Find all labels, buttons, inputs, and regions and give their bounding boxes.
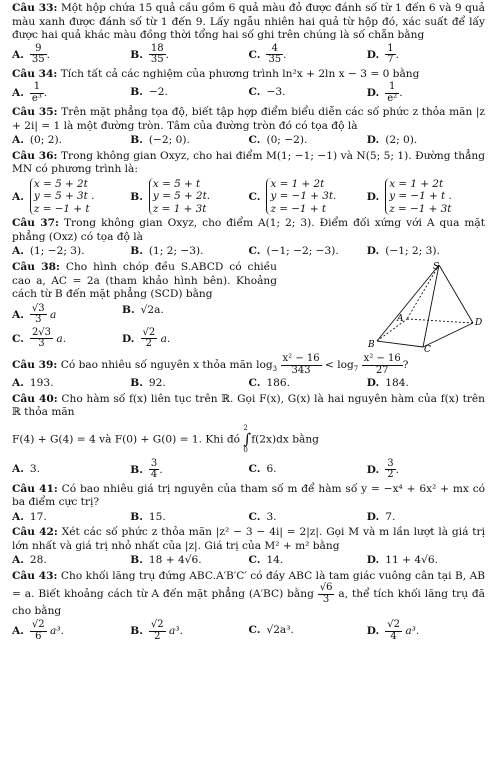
question-35 — [12, 106, 485, 148]
option-b[interactable]: B. 15. — [130, 510, 166, 523]
option-d[interactable]: D. x = 1 + 2t y = −1 + t . z = −1 + 3t — [366, 177, 452, 215]
option-d[interactable]: D. (−1; 2; 3). — [366, 245, 440, 258]
option-a[interactable]: A. $\frac{9}{35}$ . — [12, 42, 51, 66]
option-b[interactable]: B. $\frac{3}{4}$ . — [130, 457, 163, 481]
question-text: Cho hình chóp đều S.ABCD có chiều cao a, AC = 2a (tham khảo hình bên). Khoảng cách từ B đến mặt phẳng (SCD) bằng — [12, 261, 277, 301]
question-text: Một hộp chứa 15 quả cầu gồm 6 quả màu đỏ được đánh số từ 1 đến 6 và 9 quả màu xanh được đánh số từ 1 đến 9. Lấy ngẫu nhiên hai quả từ hộp đó, xác suất để lấy được hai quả khác màu đồng thời tổng hai số ghi trên chúng là số chẵn bằng — [12, 2, 485, 42]
option-a[interactable]: A. $\frac{√3}{3}$ a — [12, 302, 57, 326]
option-d[interactable]: D. $\frac{1}{7}$ . — [366, 42, 399, 66]
question-text: Tích tất cả các nghiệm của phương trình ln²x + 2ln x − 3 = 0 bằng — [60, 67, 420, 80]
question-text: Xét các số phức z thỏa mãn |z² − 3 − 4i| = 2|z|. Gọi M và m lần lượt là giá trị lớn nhất và giá trị nhỏ nhất của |z|. Giá trị của M² + m² bằng — [12, 526, 485, 552]
option-b[interactable]: B. $\frac{√2}{2}$ a³. — [130, 619, 183, 642]
option-d[interactable]: D. $\frac{3}{2}$ . — [366, 457, 399, 481]
option-a[interactable]: A. 3. — [12, 462, 41, 475]
pyramid-figure — [367, 261, 485, 353]
option-c[interactable]: C. 6. — [248, 462, 277, 475]
option-d[interactable]: D. 7. — [366, 510, 396, 523]
option-b[interactable]: B. (−2; 0). — [130, 134, 190, 147]
question-number: Câu 36: — [12, 149, 58, 162]
option-c[interactable]: C. −3. — [248, 86, 286, 99]
option-a[interactable]: A. 193. — [12, 377, 54, 390]
option-d[interactable]: D. 11 + 4√6. — [366, 554, 438, 567]
option-d[interactable]: D. (2; 0). — [366, 134, 418, 147]
question-43: Câu 43: Cho khối lăng trụ đứng ABC.A′B′C′ có đáy ABC là tam giác vuông cân tại B, AB = a. Biết khoảng cách từ A đến mặt phẳng (A′BC) bằng $\frac{√6}{3}$ a, thể tích khối lăng trụ đã cho bằng A. $\frac{√2}{6}$ a³. B. $\frac{√2}{2}$ a³. C. √2a³. D. $\frac{√2}{4}$ a³. — [12, 569, 486, 642]
option-c[interactable]: C. 3. — [248, 510, 277, 523]
option-b[interactable]: B. 92. — [130, 377, 166, 390]
question-number: Câu 39: — [12, 359, 58, 372]
question-36 — [12, 150, 485, 216]
option-c[interactable]: C. 186. — [248, 377, 291, 390]
question-38 — [12, 261, 485, 353]
question-number: Câu 34: — [12, 67, 58, 80]
option-c[interactable]: C. x = 1 + 2t y = −1 + 3t. z = −1 + t — [248, 177, 337, 215]
question-number: Câu 35: — [12, 106, 58, 119]
option-d[interactable]: D. $\frac{1}{\text{e²}}$ . — [366, 81, 403, 104]
question-text: Có bao nhiêu giá trị nguyên của tham số m để hàm số y = −x⁴ + 6x² + mx có ba điểm cực trị? — [12, 482, 486, 509]
option-b[interactable]: B. (1; 2; −3). — [130, 245, 204, 258]
question-number: Câu 40: — [12, 392, 58, 405]
option-a[interactable]: A. (0; 2). — [12, 134, 62, 147]
question-number: Câu 42: — [12, 526, 58, 539]
question-39: Câu 39: Có bao nhiêu số nguyên x thỏa mãn $\log_3$ $\frac{\text{x² − 16}}{343}$ < $\log_7$ $\frac{\text{x² − 16}}{27}$ ? A. 193. B. 92. C. 186. D. 184. — [12, 354, 485, 391]
question-text: Trong không gian Oxyz, cho hai điểm M(1; −1; −1) và N(5; 5; 1). Đường thẳng MN có phương trình là: — [12, 149, 485, 176]
option-a[interactable]: A. x = 5 + 2t y = 5 + 3t . z = −1 + t — [12, 177, 95, 215]
question-37 — [12, 217, 485, 259]
option-a[interactable]: A. (1; −2; 3). — [12, 245, 85, 258]
question-number: Câu 38: — [12, 261, 60, 274]
option-c[interactable]: C. (−1; −2; −3). — [248, 245, 339, 258]
option-d[interactable]: D. 184. — [366, 377, 409, 390]
question-42 — [12, 526, 485, 568]
option-b[interactable]: B. $\frac{18}{35}$ . — [130, 42, 170, 66]
label-c: C — [424, 345, 431, 354]
option-b[interactable]: B. −2. — [130, 86, 168, 99]
option-b[interactable]: B. √2a. — [122, 303, 164, 316]
label-a: A — [397, 314, 404, 325]
label-b: B — [368, 340, 375, 351]
option-c[interactable]: C. $\frac{4}{35}$ . — [248, 42, 287, 66]
option-c[interactable]: C. 14. — [248, 554, 284, 567]
option-a[interactable]: A. $\frac{√2}{6}$ a³. — [12, 619, 64, 642]
option-c[interactable]: C. $\frac{2√3}{3}$ a. — [12, 326, 67, 350]
option-b[interactable]: B. 18 + 4√6. — [130, 554, 202, 567]
question-41 — [12, 483, 485, 525]
question-text: Cho hàm số f(x) liên tục trên ℝ. Gọi F(x), G(x) là hai nguyên hàm của f(x) trên ℝ thỏa mãn — [12, 392, 485, 419]
label-s: S — [433, 262, 440, 273]
question-number: Câu 41: — [12, 482, 58, 495]
option-c[interactable]: C. (0; −2). — [248, 134, 308, 147]
question-number: Câu 37: — [12, 217, 59, 230]
question-40: Câu 40: Cho hàm số f(x) liên tục trên ℝ. Gọi F(x), G(x) là hai nguyên hàm của f(x) trên ℝ thỏa mãn F(4) + G(4) = 4 và F(0) + G(0) = 1. Khi đó 2 ∫ 0 f(2x)dx bằng A. 3. B. $\frac{3}{4}$ . C. 6. D. $\frac{3}{2}$ . — [12, 392, 485, 481]
label-d: D — [475, 318, 483, 329]
option-d[interactable]: D. $\frac{√2}{2}$ a. — [122, 326, 171, 350]
option-b[interactable]: B. x = 5 + t y = 5 + 2t. z = 1 + 3t — [130, 177, 211, 215]
option-c[interactable]: C. √2a³. — [248, 624, 294, 637]
question-number: Câu 33: — [12, 2, 58, 14]
question-34 — [12, 68, 485, 105]
question-text: Trong không gian Oxyz, cho điểm A(1; 2; 3). Điểm đối xứng với A qua mặt phẳng (Oxz) có tọa độ là — [12, 217, 486, 243]
option-d[interactable]: D. $\frac{√2}{4}$ a³. — [366, 619, 420, 642]
option-a[interactable]: A. $\frac{1}{\text{e³}}$ . — [12, 81, 48, 104]
question-number: Câu 43: — [12, 569, 58, 582]
option-a[interactable]: A. 28. — [12, 554, 47, 567]
question-33 — [12, 2, 485, 66]
option-a[interactable]: A. 17. — [12, 510, 47, 523]
question-text: Trên mặt phẳng tọa độ, biết tập hợp điểm biểu diễn các số phức z thỏa mãn |z + 2i| = 1 là một đường tròn. Tâm của đường tròn đó có tọa độ là — [12, 106, 485, 132]
